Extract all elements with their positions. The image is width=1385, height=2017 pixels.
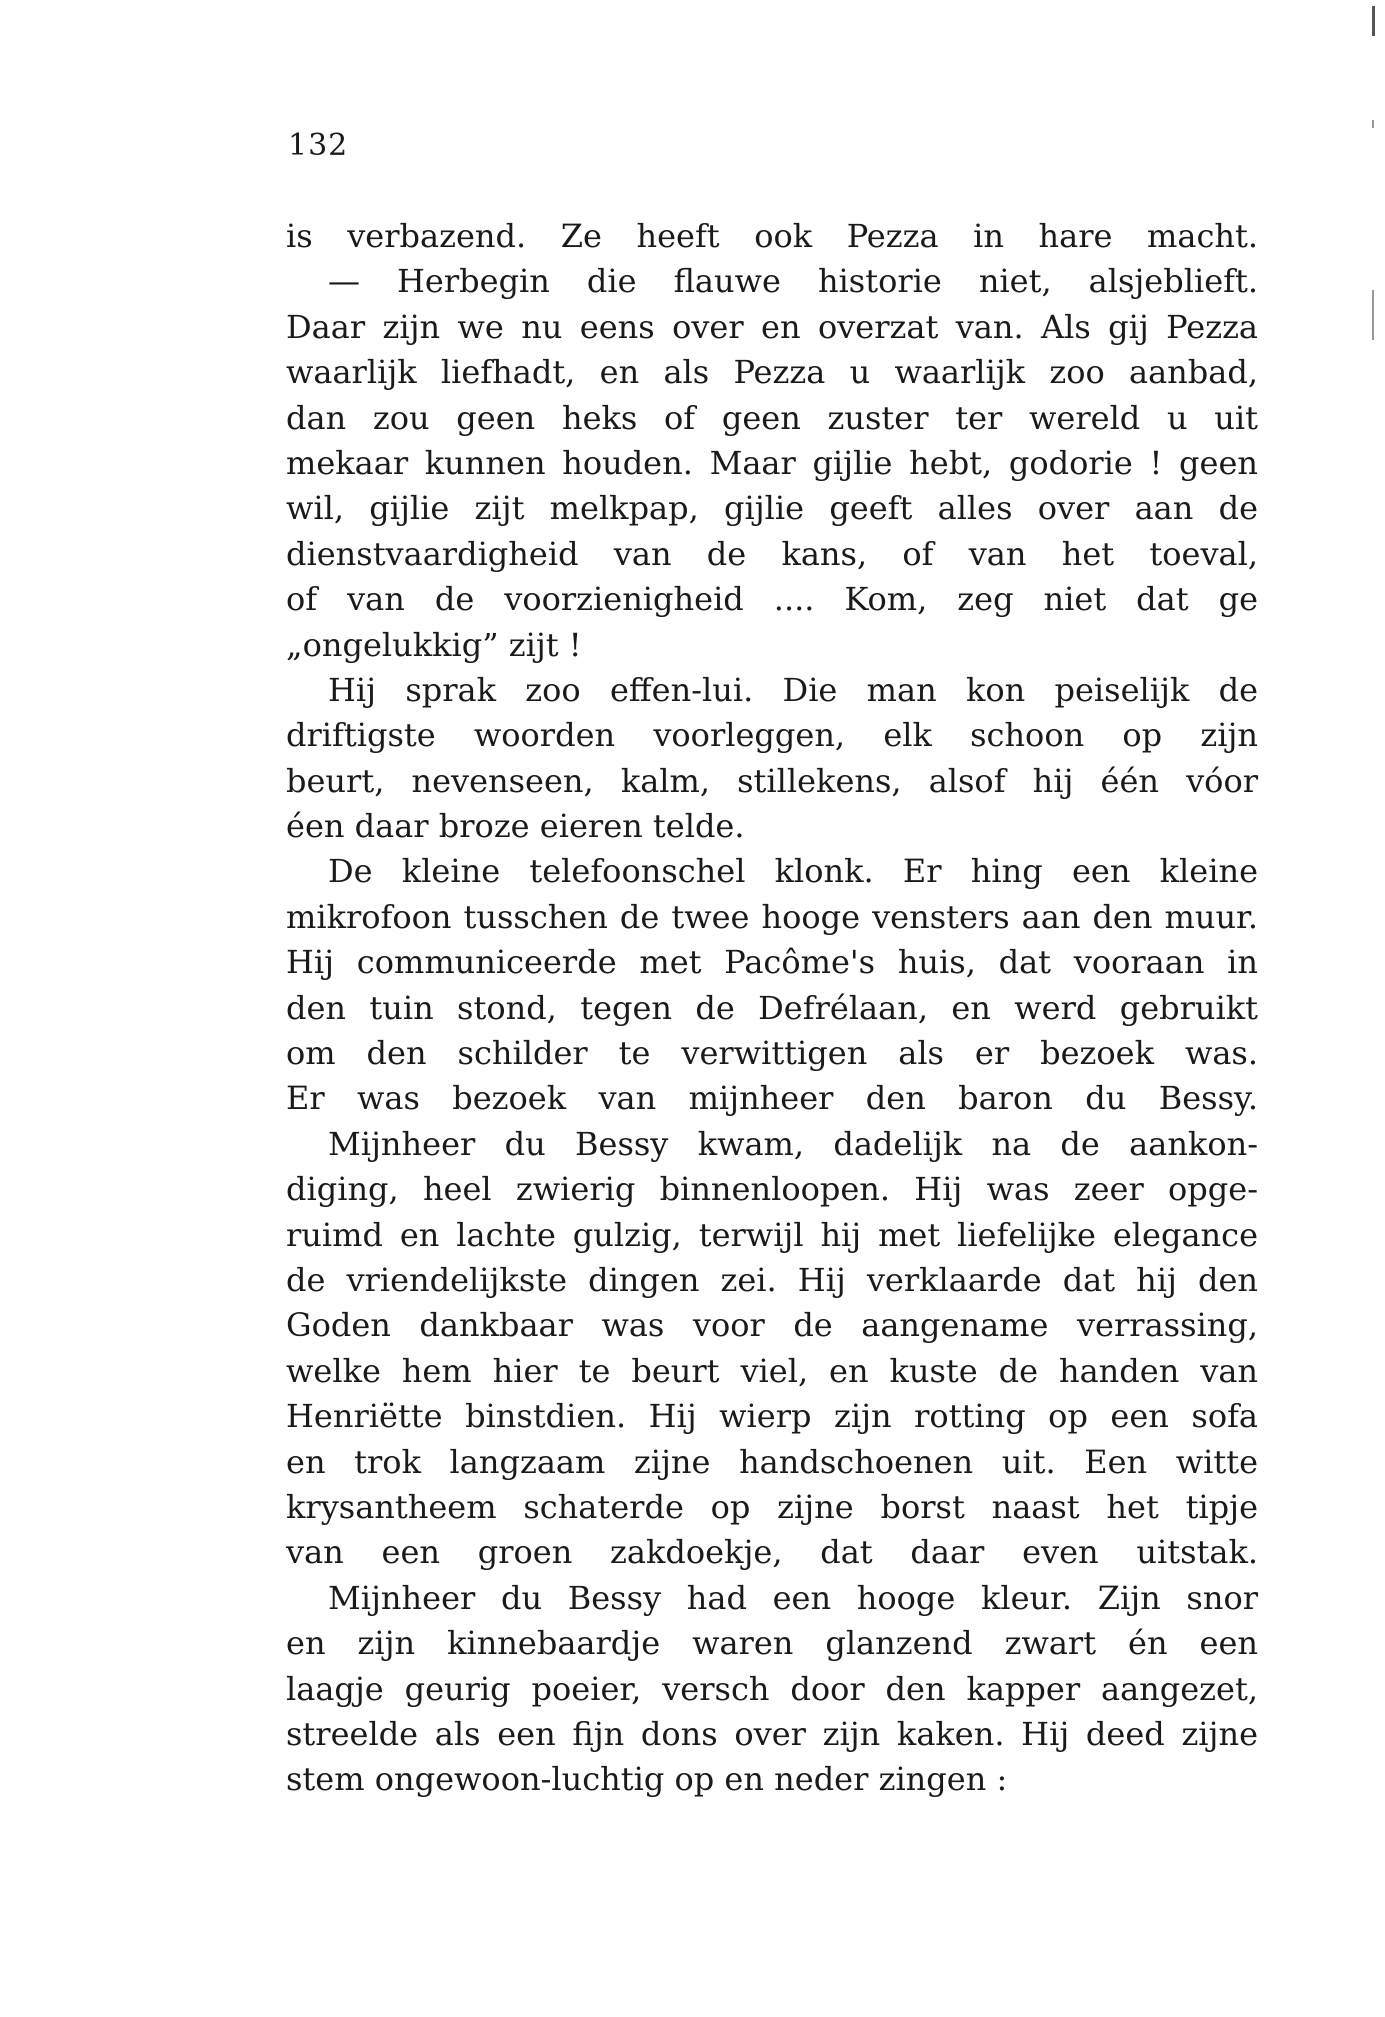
text-line: van een groen zakdoekje, dat daar even uitstak. — [286, 1533, 1258, 1572]
text-line: streelde als een fijn dons over zijn kaken. Hij deed zijne — [286, 1714, 1258, 1753]
text-line: wil, gijlie zijt melkpap, gijlie geeft alles over aan de — [286, 489, 1258, 528]
text-line: Goden dankbaar was voor de aangename verrassing, — [286, 1306, 1258, 1345]
body-text — [286, 214, 1258, 1803]
text-line: is verbazend. Ze heeft ook Pezza in hare macht. — [286, 217, 1258, 255]
text-line: waarlijk liefhadt, en als Pezza u waarlijk zoo aanbad, — [286, 353, 1258, 392]
text-line: „ongelukkig” zijt ! — [286, 625, 582, 664]
text-line: stem ongewoon-luchtig op en neder zingen : — [286, 1760, 1008, 1799]
text-line: ruimd en lachte gulzig, terwijl hij met liefelijke elegance — [286, 1215, 1258, 1254]
text-line: Mijnheer du Bessy kwam, dadelijk na de aankon- — [328, 1124, 1258, 1163]
text-line: en trok langzaam zijne handschoenen uit. Een witte — [286, 1442, 1258, 1481]
text-line: mikrofoon tusschen de twee hooge vensters aan den muur. — [286, 897, 1258, 936]
text-line: Mijnheer du Bessy had een hooge kleur. Zijn snor — [328, 1578, 1258, 1617]
text-line: éen daar broze eieren telde. — [286, 807, 745, 846]
text-line: Er was bezoek van mijnheer den baron du Bessy. — [286, 1079, 1258, 1118]
text-line: en zijn kinnebaardje waren glanzend zwart én een — [286, 1624, 1258, 1663]
page-edge-mark — [1372, 290, 1374, 340]
text-line: Hij sprak zoo effen-lui. Die man kon peiselijk de — [328, 670, 1258, 709]
text-line: Henriëtte binstdien. Hij wierp zijn rotting op een sofa — [286, 1397, 1258, 1436]
text-line: mekaar kunnen houden. Maar gijlie hebt, godorie ! geen — [286, 443, 1258, 482]
text-line: de vriendelijkste dingen zei. Hij verklaarde dat hij den — [286, 1260, 1258, 1299]
text-line: diging, heel zwierig binnenloopen. Hij was zeer opge- — [286, 1170, 1258, 1209]
text-line: om den schilder te verwittigen als er bezoek was. — [286, 1034, 1258, 1073]
text-line: of van de voorzienigheid .... Kom, zeg niet dat ge — [286, 580, 1258, 619]
page-edge-mark — [1372, 6, 1375, 36]
text-line: dan zou geen heks of geen zuster ter wereld u uit — [286, 398, 1258, 437]
text-line: Daar zijn we nu eens over en overzat van. Als gij Pezza — [286, 307, 1258, 346]
text-line: den tuin stond, tegen de Defrélaan, en werd gebruikt — [286, 988, 1258, 1027]
page-number: 132 — [288, 128, 349, 163]
text-line: — Herbegin die flauwe historie niet, alsjeblieft. — [328, 262, 1258, 301]
text-line: beurt, nevenseen, kalm, stillekens, alsof hij één vóor — [286, 761, 1258, 800]
text-line: welke hem hier te beurt viel, en kuste de handen van — [286, 1351, 1258, 1390]
text-line: Hij communiceerde met Pacôme's huis, dat vooraan in — [286, 943, 1258, 982]
text-line: laagje geurig poeier, versch door den kapper aangezet, — [286, 1669, 1258, 1708]
text-line: dienstvaardigheid van de kans, of van het toeval, — [286, 534, 1258, 573]
text-line: De kleine telefoonschel klonk. Er hing een kleine — [328, 852, 1258, 891]
text-line: driftigste woorden voorleggen, elk schoon op zijn — [286, 716, 1258, 755]
page-edge-mark — [1372, 120, 1374, 128]
text-line: krysantheem schaterde op zijne borst naast het tipje — [286, 1487, 1258, 1526]
